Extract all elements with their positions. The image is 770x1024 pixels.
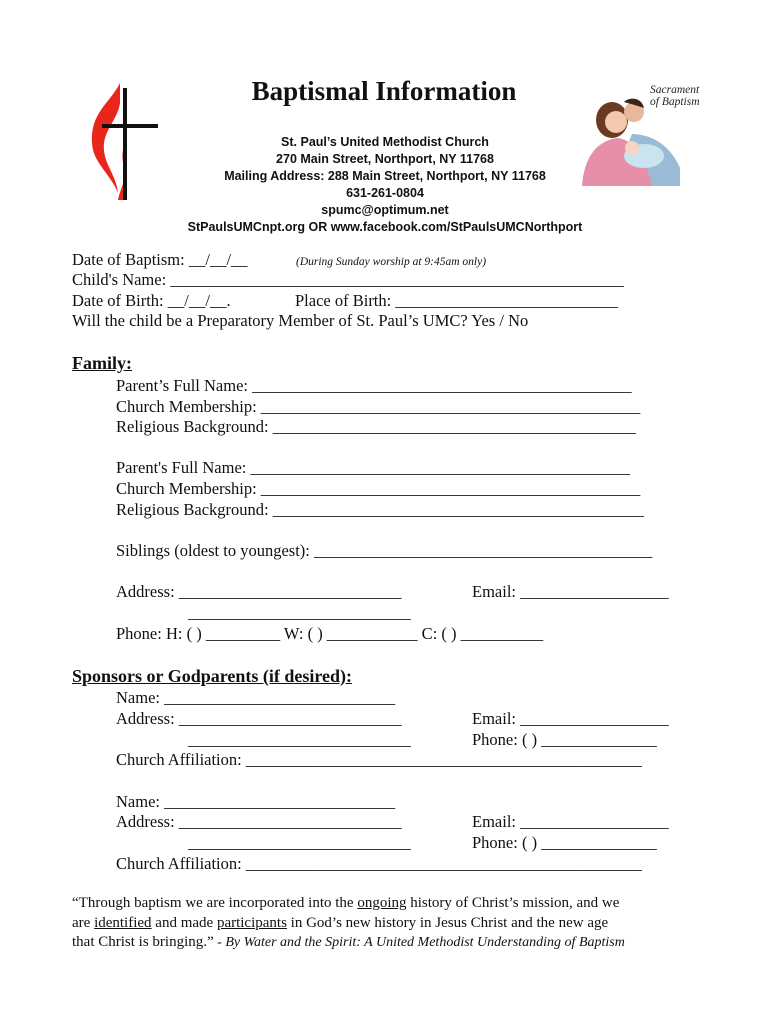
family-phone-field[interactable]: Phone: H: ( ) _________ W: ( ) ___________ C: ( ) __________ xyxy=(116,624,544,643)
mother-face xyxy=(605,111,627,133)
parent2-name-field[interactable]: Parent's Full Name: ______________________________________________ xyxy=(116,458,630,477)
sponsor2-name-field[interactable]: Name: ____________________________ xyxy=(116,792,396,811)
place-of-birth-field[interactable]: Place of Birth: ___________________________ xyxy=(295,291,619,310)
sponsor1-email-field[interactable]: Email: __________________ xyxy=(472,709,669,728)
baptism-time-note: (During Sunday worship at 9:45am only) xyxy=(296,256,487,268)
page-title: Baptismal Information xyxy=(251,76,517,106)
sponsor1-phone-field[interactable]: Phone: ( ) ______________ xyxy=(472,730,657,749)
sponsors-heading: Sponsors or Godparents (if desired): xyxy=(72,666,353,686)
sponsor1-address-field[interactable]: Address: ___________________________ xyxy=(116,709,402,728)
preparatory-member-question[interactable]: Will the child be a Preparatory Member of St. Paul’s UMC? Yes / No xyxy=(72,311,529,330)
quote-participants: participants xyxy=(216,915,287,931)
sponsor2-address-field[interactable]: Address: ___________________________ xyxy=(116,812,402,831)
quote-text: that Christ is bringing.” xyxy=(72,934,214,950)
date-of-baptism-field[interactable]: Date of Baptism: __/__/__ xyxy=(72,250,248,269)
parent1-church-field[interactable]: Church Membership: ______________________________________________ xyxy=(116,397,641,416)
church-phone: 631-261-0804 xyxy=(346,186,424,200)
church-street: 270 Main Street, Northport, NY 11768 xyxy=(276,152,494,166)
sponsor2-affiliation-field[interactable]: Church Affiliation: ________________________________________________ xyxy=(116,854,642,873)
child-name-field[interactable]: Child's Name: _______________________________________________________ xyxy=(72,270,625,289)
parent2-religion-field[interactable]: Religious Background: _____________________________________________ xyxy=(116,500,644,519)
date-of-birth-field[interactable]: Date of Birth: __/__/__. xyxy=(72,291,231,310)
parent2-church-field[interactable]: Church Membership: ______________________________________________ xyxy=(116,479,641,498)
sacrament-caption-line1: Sacrament xyxy=(650,84,700,96)
quote-text: “Through baptism we are incorporated into the xyxy=(72,895,358,911)
quote-line-2 xyxy=(72,913,608,934)
quote-ongoing: ongoing xyxy=(357,895,407,911)
sponsor1-name-field[interactable]: Name: ____________________________ xyxy=(116,688,396,707)
quote-line-3 xyxy=(72,932,625,953)
quote-identified: identified xyxy=(94,915,152,931)
quote-attribution: - By Water and the Spirit: A United Methodist Understanding of Baptism xyxy=(213,935,625,950)
church-website: StPaulsUMCnpt.org OR www.facebook.com/StPaulsUMCNorthport xyxy=(187,220,583,234)
sponsor1-address-line2[interactable]: ___________________________ xyxy=(188,730,411,749)
quote-text: history of Christ’s mission, and we xyxy=(406,895,620,911)
mailing-address: Mailing Address: 288 Main Street, Northport, NY 11768 xyxy=(224,169,546,183)
parent1-name-field[interactable]: Parent’s Full Name: ______________________________________________ xyxy=(116,376,632,395)
sponsor2-address-line2[interactable]: ___________________________ xyxy=(188,833,411,852)
siblings-field[interactable]: Siblings (oldest to youngest): _________________________________________ xyxy=(116,541,653,560)
church-email: spumc@optimum.net xyxy=(321,203,449,217)
quote-text: are xyxy=(72,915,95,931)
sponsor2-phone-field[interactable]: Phone: ( ) ______________ xyxy=(472,833,657,852)
parent1-religion-field[interactable]: Religious Background: ____________________________________________ xyxy=(116,417,636,436)
quote-text: and made xyxy=(151,915,217,931)
cross-horizontal xyxy=(102,124,158,128)
family-address-field[interactable]: Address: ___________________________ xyxy=(116,582,402,601)
church-name: St. Paul’s United Methodist Church xyxy=(281,135,489,149)
family-address-line2[interactable]: ___________________________ xyxy=(188,603,411,622)
sacrament-caption-line2: of Baptism xyxy=(650,96,700,108)
sponsor1-affiliation-field[interactable]: Church Affiliation: ________________________________________________ xyxy=(116,750,642,769)
sponsor2-email-field[interactable]: Email: __________________ xyxy=(472,812,669,831)
quote-text: in God’s new history in Jesus Christ and the new age xyxy=(286,915,609,931)
quote-line-1 xyxy=(72,893,619,914)
family-heading: Family: xyxy=(72,353,132,373)
family-email-field[interactable]: Email: __________________ xyxy=(472,582,669,601)
